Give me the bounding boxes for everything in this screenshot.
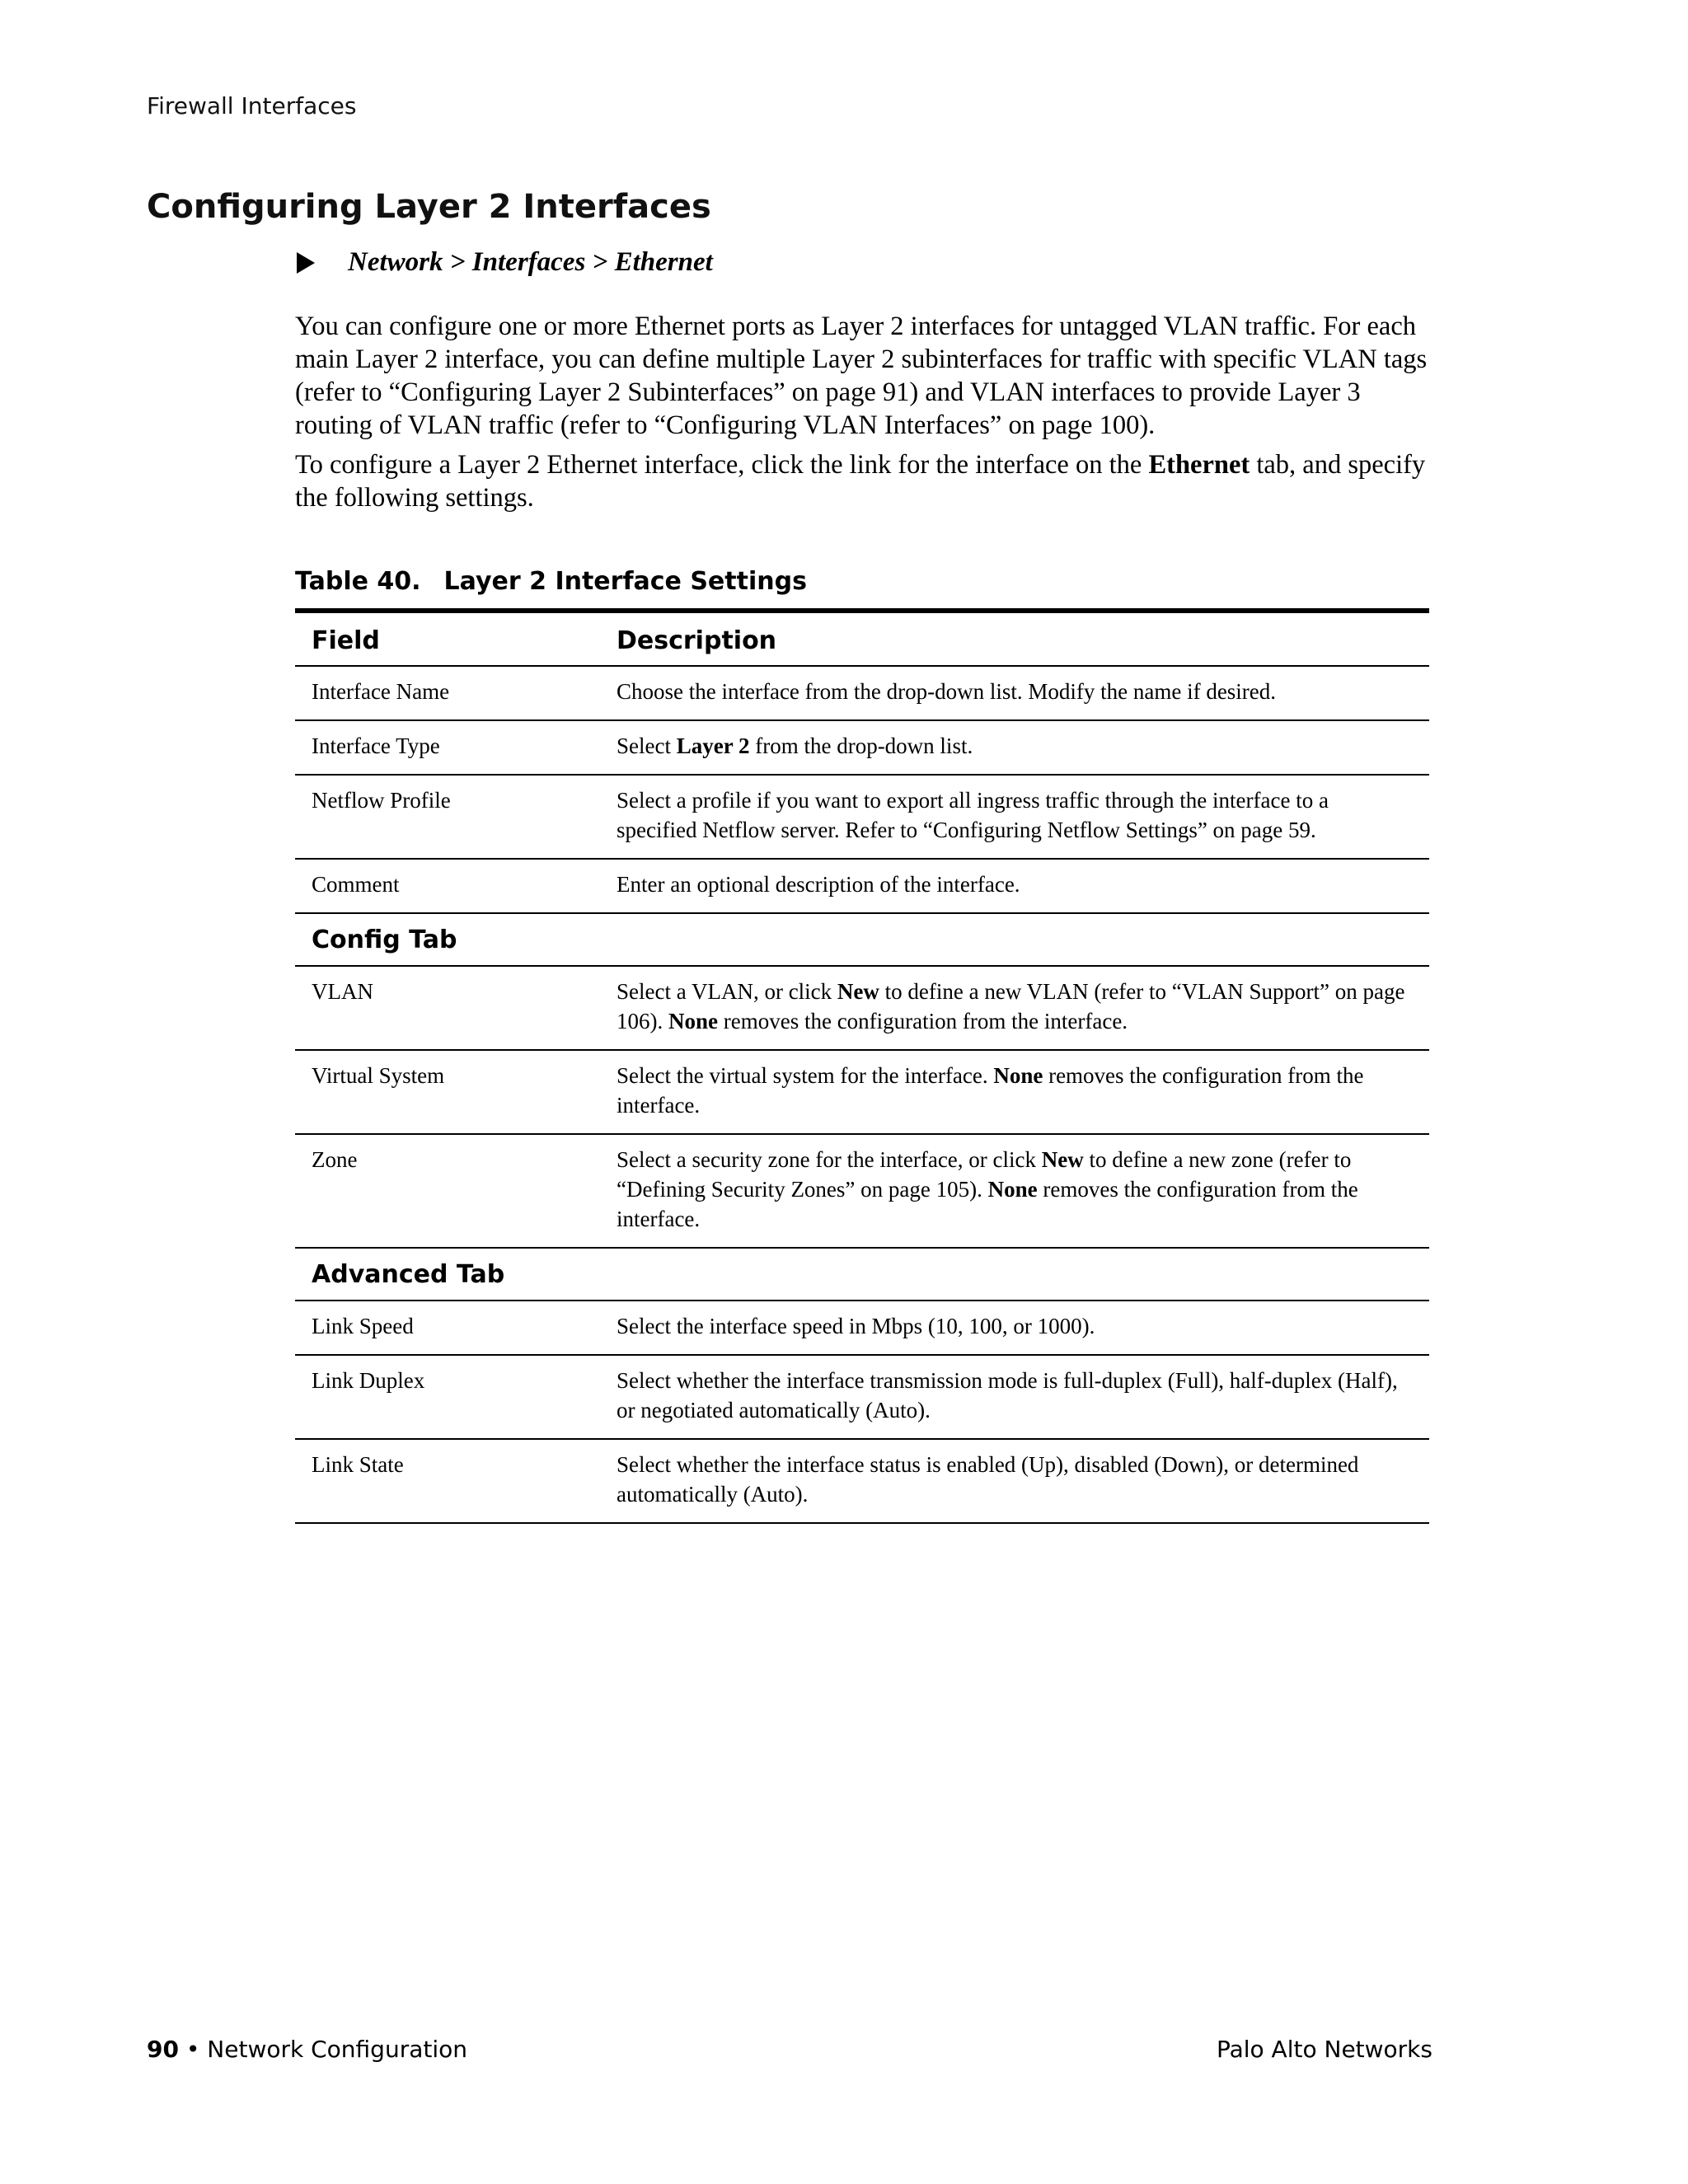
page-title: Configuring Layer 2 Interfaces — [147, 188, 711, 226]
table-caption — [295, 567, 807, 596]
table-row — [295, 1134, 1429, 1248]
field-cell: VLAN — [295, 966, 600, 1050]
table-title: Layer 2 Interface Settings — [443, 567, 807, 596]
play-arrow-icon — [297, 252, 315, 274]
description-cell: Enter an optional description of the interface. — [600, 859, 1429, 913]
description-text: Select a security zone for the interface, or click — [617, 1147, 1042, 1172]
footer-company: Palo Alto Networks — [1216, 2036, 1432, 2063]
table-row — [295, 1439, 1429, 1523]
description-bold-term: None — [668, 1009, 718, 1033]
description-cell — [600, 1134, 1429, 1248]
table-row — [295, 1050, 1429, 1134]
description-cell: Select the interface speed in Mbps (10, 100, or 1000). — [600, 1301, 1429, 1355]
description-text: from the drop-down list. — [749, 733, 973, 758]
field-cell: Link State — [295, 1439, 600, 1523]
description-cell — [600, 966, 1429, 1050]
column-header-field: Field — [295, 611, 600, 666]
description-cell — [600, 720, 1429, 775]
table-row — [295, 775, 1429, 859]
column-header-description: Description — [600, 611, 1429, 666]
page-number: 90 — [147, 2036, 179, 2063]
section-label-advanced-tab: Advanced Tab — [295, 1248, 1429, 1301]
instruction-text-end: tab, and specify the following settings. — [295, 450, 1426, 513]
field-cell: Link Duplex — [295, 1355, 600, 1439]
table-row — [295, 720, 1429, 775]
description-text: removes the configuration from the interface. — [718, 1009, 1128, 1033]
description-bold-term: New — [837, 979, 879, 1004]
section-label-config-tab: Config Tab — [295, 913, 1429, 966]
table-row — [295, 859, 1429, 913]
navigation-path — [297, 247, 713, 278]
table-section-row — [295, 1248, 1429, 1301]
description-bold-term: New — [1041, 1147, 1084, 1172]
description-text: Select the virtual system for the interface. — [617, 1063, 994, 1088]
ethernet-tab-term: Ethernet — [1148, 450, 1250, 480]
footer-page-info — [147, 2036, 467, 2063]
table-header-row — [295, 611, 1429, 666]
description-bold-term: Layer 2 — [676, 733, 750, 758]
table-section-row — [295, 913, 1429, 966]
description-cell: Select a profile if you want to export all ingress traffic through the interface to a specified Netflow server. Refer to “Configuring Netflow Settings” on page 59. — [600, 775, 1429, 859]
field-cell: Interface Type — [295, 720, 600, 775]
running-header: Firewall Interfaces — [147, 92, 357, 120]
instruction-paragraph — [295, 448, 1432, 514]
description-bold-term: None — [993, 1063, 1043, 1088]
field-cell: Comment — [295, 859, 600, 913]
settings-table — [295, 608, 1429, 1524]
instruction-text-start: To configure a Layer 2 Ethernet interface, click the link for the interface on the — [295, 450, 1149, 480]
field-cell: Netflow Profile — [295, 775, 600, 859]
field-cell: Zone — [295, 1134, 600, 1248]
navigation-path-text: Network > Interfaces > Ethernet — [348, 247, 713, 277]
description-text: removes the configuration from the interface. — [617, 1177, 1358, 1231]
table-row — [295, 1301, 1429, 1355]
description-text: to define a new VLAN (refer to “VLAN Support” on page 106). — [617, 979, 1405, 1033]
description-text: Select — [617, 733, 677, 758]
table-row — [295, 1355, 1429, 1439]
field-cell: Interface Name — [295, 666, 600, 720]
table-row — [295, 966, 1429, 1050]
table-number: Table 40. — [295, 567, 421, 596]
field-cell: Virtual System — [295, 1050, 600, 1134]
description-cell: Choose the interface from the drop-down list. Modify the name if desired. — [600, 666, 1429, 720]
table-row — [295, 666, 1429, 720]
field-cell: Link Speed — [295, 1301, 600, 1355]
description-text: to define a new zone (refer to “Defining Security Zones” on page 105). — [617, 1147, 1352, 1202]
footer-bullet: • — [178, 2036, 208, 2063]
description-cell: Select whether the interface transmission mode is full-duplex (Full), half-duplex (Half), or negotiated automatically (Auto). — [600, 1355, 1429, 1439]
description-text: removes the configuration from the interface. — [617, 1063, 1364, 1118]
intro-paragraph: You can configure one or more Ethernet ports as Layer 2 interfaces for untagged VLAN traffic. For each main Layer 2 interface, you can define multiple Layer 2 subinterfaces for traffic with specific VLAN tags (refer to “Configuring Layer 2 Subinterfaces” on page 91) and VLAN interfaces to provide Layer 3 routing of VLAN traffic (refer to “Configuring VLAN Interfaces” on page 100). — [295, 312, 1428, 440]
chapter-name: Network Configuration — [207, 2036, 467, 2063]
description-bold-term: None — [987, 1177, 1038, 1202]
description-cell — [600, 1050, 1429, 1134]
description-text: Select a VLAN, or click — [617, 979, 837, 1004]
description-cell: Select whether the interface status is enabled (Up), disabled (Down), or determined automatically (Auto). — [600, 1439, 1429, 1523]
